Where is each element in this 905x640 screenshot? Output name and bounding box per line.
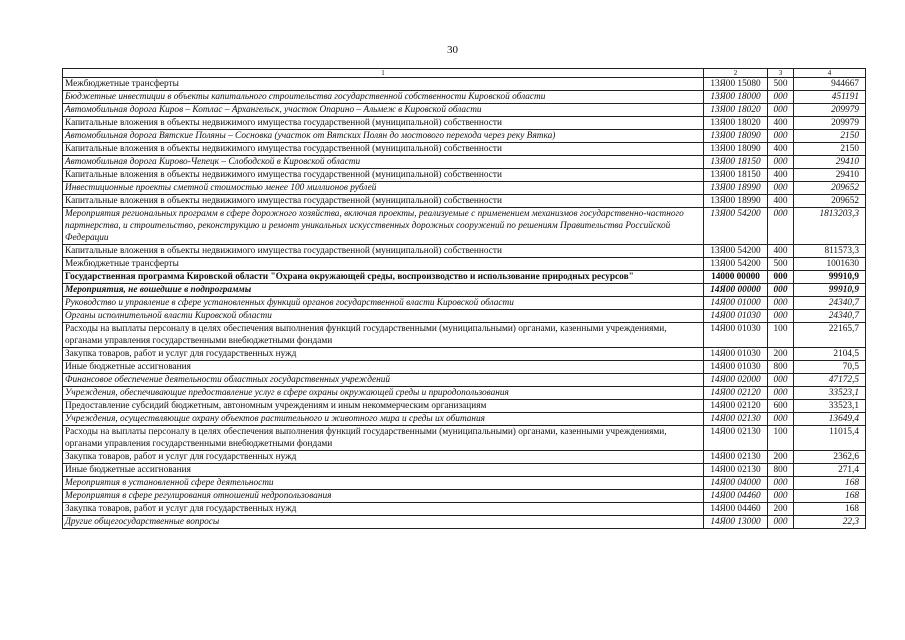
cell-sum: 13649,4 [794,413,866,426]
cell-code: 14Я00 04000 [704,477,768,490]
cell-name: Учреждения, осуществляющие охрану объектов растительного и животного мира и среды их обитания [63,413,704,426]
cell-sum: 1001630 [794,258,866,271]
cell-sum: 2104,5 [794,348,866,361]
cell-code: 14Я00 01000 [704,297,768,310]
cell-type: 400 [768,245,794,258]
cell-code: 14Я00 13000 [704,516,768,529]
table-row [63,516,866,529]
cell-name: Автомобильная дорога Киров – Котлас – Архангельск, участок Опарино – Альмеж в Кировской области [63,104,704,117]
cell-name: Закупка товаров, работ и услуг для государственных нужд [63,503,704,516]
cell-name: Автомобильная дорога Кирово-Чепецк – Слободской в Кировской области [63,156,704,169]
cell-name: Бюджетные инвестиции в объекты капитального строительства государственной собственности Кировской области [63,91,704,104]
cell-code: 13Я00 15080 [704,78,768,91]
cell-name: Учреждения, обеспечивающие предоставление услуг в сфере охраны окружающей среды и природопользования [63,387,704,400]
cell-code: 13Я00 54200 [704,208,768,245]
cell-name: Мероприятия, не вошедшие в подпрограммы [63,284,704,297]
table-row [63,182,866,195]
table-row [63,387,866,400]
cell-type: 500 [768,258,794,271]
cell-name: Другие общегосударственные вопросы [63,516,704,529]
table-row [63,143,866,156]
cell-type: 000 [768,104,794,117]
cell-name: Финансовое обеспечение деятельности областных государственных учреждений [63,374,704,387]
cell-type: 000 [768,297,794,310]
cell-name: Государственная программа Кировской области "Охрана окружающей среды, воспроизводство и использование природных ресурсов" [63,271,704,284]
cell-type: 500 [768,78,794,91]
page-number: 30 [447,44,458,56]
cell-code: 13Я00 54200 [704,258,768,271]
cell-code: 14000 00000 [704,271,768,284]
table-row [63,258,866,271]
cell-sum: 99910,9 [794,284,866,297]
cell-code: 14Я00 02130 [704,426,768,451]
table-row [63,297,866,310]
cell-sum: 168 [794,503,866,516]
table-row [63,195,866,208]
cell-sum: 29410 [794,156,866,169]
cell-name: Инвестиционные проекты сметной стоимостью менее 100 миллионов рублей [63,182,704,195]
cell-name: Капитальные вложения в объекты недвижимого имущества государственной (муниципальной) собственности [63,245,704,258]
cell-code: 14Я00 01030 [704,323,768,348]
cell-name: Капитальные вложения в объекты недвижимого имущества государственной (муниципальной) собственности [63,143,704,156]
table-row [63,490,866,503]
table-row [63,451,866,464]
cell-name: Иные бюджетные ассигнования [63,361,704,374]
table-row [63,169,866,182]
cell-code: 13Я00 18990 [704,182,768,195]
table-row [63,208,866,245]
cell-code: 13Я00 18020 [704,117,768,130]
cell-sum: 22,3 [794,516,866,529]
cell-type: 400 [768,169,794,182]
table-row [63,400,866,413]
cell-sum: 209652 [794,195,866,208]
table-row [63,78,866,91]
cell-name: Расходы на выплаты персоналу в целях обеспечения выполнения функций государственными (муниципальными) органами, казенными учреждениями, органами управления государственными внебюджетными фондами [63,323,704,348]
table-row [63,323,866,348]
cell-sum: 11015,4 [794,426,866,451]
table-row [63,413,866,426]
column-header-name: 1 [63,69,704,78]
table-row [63,104,866,117]
cell-code: 14Я00 04460 [704,490,768,503]
cell-sum: 2150 [794,130,866,143]
cell-name: Капитальные вложения в объекты недвижимого имущества государственной (муниципальной) собственности [63,169,704,182]
cell-sum: 209979 [794,117,866,130]
cell-sum: 33523,1 [794,400,866,413]
cell-sum: 271,4 [794,464,866,477]
cell-type: 400 [768,195,794,208]
cell-type: 000 [768,271,794,284]
cell-code: 14Я00 02130 [704,464,768,477]
cell-code: 14Я00 02000 [704,374,768,387]
cell-name: Межбюджетные трансферты [63,78,704,91]
cell-sum: 2362,6 [794,451,866,464]
cell-code: 13Я00 18150 [704,169,768,182]
cell-type: 000 [768,516,794,529]
cell-code: 13Я00 18150 [704,156,768,169]
cell-code: 13Я00 18090 [704,130,768,143]
table-row [63,245,866,258]
table-row [63,91,866,104]
cell-code: 14Я00 00000 [704,284,768,297]
column-number-row [63,69,866,78]
table-row [63,117,866,130]
cell-type: 200 [768,451,794,464]
cell-name: Органы исполнительной власти Кировской области [63,310,704,323]
cell-name: Предоставление субсидий бюджетным, автономным учреждениям и иным некоммерческим организациям [63,400,704,413]
cell-name: Межбюджетные трансферты [63,258,704,271]
cell-sum: 209979 [794,104,866,117]
cell-type: 000 [768,156,794,169]
cell-type: 800 [768,464,794,477]
table-row [63,130,866,143]
cell-code: 14Я00 01030 [704,310,768,323]
cell-type: 400 [768,143,794,156]
cell-type: 000 [768,387,794,400]
cell-name: Руководство и управление в сфере установленных функций органов государственной власти Кировской области [63,297,704,310]
cell-sum: 47172,5 [794,374,866,387]
column-header-sum: 4 [794,69,866,78]
cell-type: 200 [768,348,794,361]
cell-type: 800 [768,361,794,374]
cell-type: 600 [768,400,794,413]
cell-sum: 2150 [794,143,866,156]
cell-code: 13Я00 54200 [704,245,768,258]
budget-table-body [63,69,866,529]
cell-code: 13Я00 18020 [704,104,768,117]
cell-name: Капитальные вложения в объекты недвижимого имущества государственной (муниципальной) собственности [63,117,704,130]
cell-type: 000 [768,477,794,490]
cell-sum: 168 [794,490,866,503]
table-row [63,477,866,490]
cell-type: 200 [768,503,794,516]
table-row [63,271,866,284]
cell-sum: 22165,7 [794,323,866,348]
cell-type: 000 [768,374,794,387]
cell-code: 14Я00 02130 [704,413,768,426]
cell-code: 14Я00 02120 [704,387,768,400]
table-row [63,374,866,387]
cell-name: Иные бюджетные ассигнования [63,464,704,477]
table-row [63,361,866,374]
cell-sum: 1813203,3 [794,208,866,245]
table-row [63,310,866,323]
cell-code: 14Я00 01030 [704,361,768,374]
cell-code: 13Я00 18000 [704,91,768,104]
cell-type: 000 [768,413,794,426]
cell-name: Автомобильная дорога Вятские Поляны – Сосновка (участок от Вятских Полян до мостового перехода через реку Вятка) [63,130,704,143]
cell-code: 13Я00 18990 [704,195,768,208]
cell-sum: 99910,9 [794,271,866,284]
cell-name: Расходы на выплаты персоналу в целях обеспечения выполнения функций государственными (муниципальными) органами, казенными учреждениями, органами управления государственными внебюджетными фондами [63,426,704,451]
table-row [63,284,866,297]
cell-code: 13Я00 18090 [704,143,768,156]
cell-sum: 209652 [794,182,866,195]
cell-sum: 451191 [794,91,866,104]
cell-sum: 944667 [794,78,866,91]
table-row [63,503,866,516]
cell-name: Капитальные вложения в объекты недвижимого имущества государственной (муниципальной) собственности [63,195,704,208]
cell-type: 000 [768,208,794,245]
cell-name: Мероприятия в сфере регулирования отношений недропользования [63,490,704,503]
cell-type: 400 [768,117,794,130]
cell-code: 14Я00 02130 [704,451,768,464]
cell-type: 000 [768,284,794,297]
cell-name: Мероприятия в установленной сфере деятельности [63,477,704,490]
table-row [63,464,866,477]
cell-sum: 811573,3 [794,245,866,258]
column-header-type: 3 [768,69,794,78]
table-row [63,156,866,169]
cell-code: 14Я00 02120 [704,400,768,413]
cell-type: 000 [768,310,794,323]
cell-sum: 24340,7 [794,297,866,310]
cell-type: 100 [768,426,794,451]
table-row [63,348,866,361]
cell-type: 000 [768,490,794,503]
cell-sum: 168 [794,477,866,490]
cell-name: Закупка товаров, работ и услуг для государственных нужд [63,451,704,464]
cell-type: 000 [768,91,794,104]
cell-sum: 24340,7 [794,310,866,323]
cell-sum: 33523,1 [794,387,866,400]
cell-name: Мероприятия региональных программ в сфере дорожного хозяйства, включая проекты, реализуемые с применением механизмов государственно-частного партнерства, и строительство, реконструкцию и ремонт уникальных искусственных дорожных сооружений по решениям Правительства Российской Федерации [63,208,704,245]
cell-name: Закупка товаров, работ и услуг для государственных нужд [63,348,704,361]
cell-type: 000 [768,130,794,143]
table-row [63,426,866,451]
cell-code: 14Я00 04460 [704,503,768,516]
cell-type: 000 [768,182,794,195]
cell-sum: 70,5 [794,361,866,374]
budget-table [62,68,866,529]
cell-sum: 29410 [794,169,866,182]
cell-type: 100 [768,323,794,348]
column-header-code: 2 [704,69,768,78]
cell-code: 14Я00 01030 [704,348,768,361]
